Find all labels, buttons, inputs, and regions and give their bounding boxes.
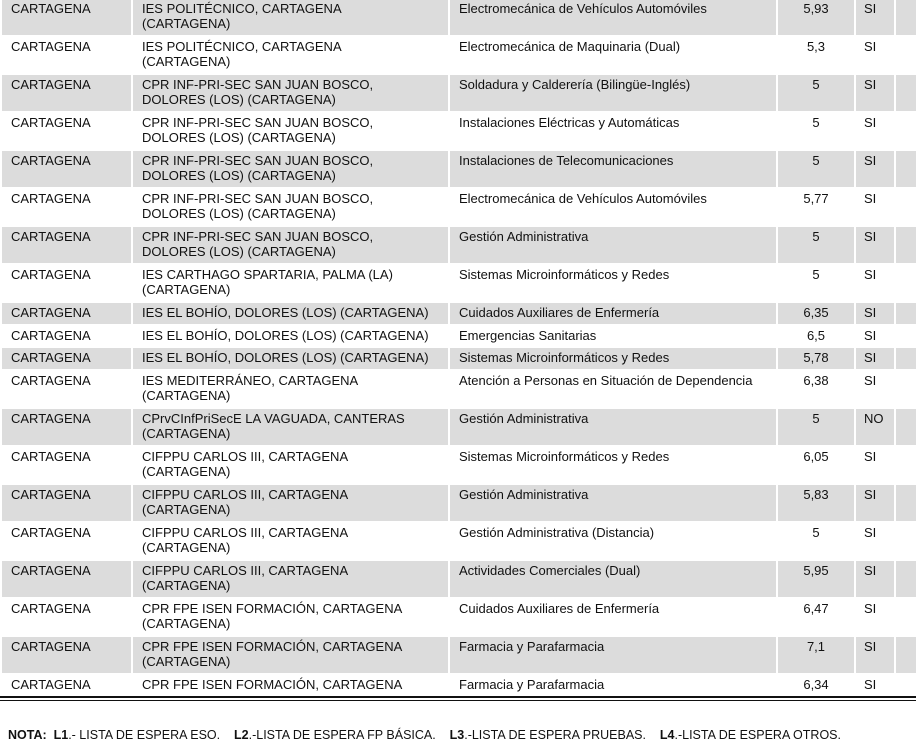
table-row <box>2 113 916 149</box>
estado-cell: SI <box>856 485 894 521</box>
estado-cell: SI <box>856 227 894 263</box>
centro-cell: CIFPPU CARLOS III, CARTAGENA (CARTAGENA) <box>133 561 448 597</box>
municipio-cell: CARTAGENA <box>2 303 131 324</box>
table-row <box>2 0 916 35</box>
extra-cell <box>896 75 916 111</box>
nota-cell: 5 <box>778 113 854 149</box>
extra-cell <box>896 675 916 692</box>
ciclo-cell: Instalaciones de Telecomunicaciones <box>450 151 776 187</box>
ciclo-cell: Sistemas Microinformáticos y Redes <box>450 447 776 483</box>
estado-cell: SI <box>856 113 894 149</box>
ciclo-cell: Emergencias Sanitarias <box>450 326 776 346</box>
estado-cell: NO <box>856 409 894 445</box>
nota-cell: 5 <box>778 409 854 445</box>
municipio-cell: CARTAGENA <box>2 113 131 149</box>
municipio-cell: CARTAGENA <box>2 75 131 111</box>
estado-cell: SI <box>856 303 894 324</box>
table-row <box>2 599 916 635</box>
note-item-l3: L3.-LISTA DE ESPERA PRUEBAS. <box>449 728 646 742</box>
estado-cell: SI <box>856 75 894 111</box>
centro-cell: CPR INF-PRI-SEC SAN JUAN BOSCO, DOLORES (LOS) (CARTAGENA) <box>133 113 448 149</box>
nota-cell: 6,35 <box>778 303 854 324</box>
table-row <box>2 348 916 369</box>
extra-cell <box>896 523 916 559</box>
ciclo-cell: Gestión Administrativa <box>450 485 776 521</box>
extra-cell <box>896 561 916 597</box>
extra-cell <box>896 113 916 149</box>
centro-cell: CPR INF-PRI-SEC SAN JUAN BOSCO, DOLORES (LOS) (CARTAGENA) <box>133 151 448 187</box>
extra-cell <box>896 326 916 346</box>
centro-cell: CPrvCInfPriSecE LA VAGUADA, CANTERAS (CARTAGENA) <box>133 409 448 445</box>
municipio-cell: CARTAGENA <box>2 189 131 225</box>
estado-cell: SI <box>856 447 894 483</box>
nota-cell: 5 <box>778 227 854 263</box>
extra-cell <box>896 599 916 635</box>
estado-cell: SI <box>856 37 894 73</box>
nota-cell: 6,5 <box>778 326 854 346</box>
estado-cell: SI <box>856 637 894 673</box>
extra-cell <box>896 265 916 301</box>
nota-cell: 5 <box>778 151 854 187</box>
municipio-cell: CARTAGENA <box>2 227 131 263</box>
nota-cell: 5,78 <box>778 348 854 369</box>
nota-cell: 5,93 <box>778 0 854 35</box>
note-item-l4: L4.-LISTA DE ESPERA OTROS. <box>659 728 841 742</box>
centro-cell: IES CARTHAGO SPARTARIA, PALMA (LA) (CARTAGENA) <box>133 265 448 301</box>
estado-cell: SI <box>856 371 894 407</box>
nota-cell: 5 <box>778 523 854 559</box>
municipio-cell: CARTAGENA <box>2 265 131 301</box>
centro-cell: IES EL BOHÍO, DOLORES (LOS) (CARTAGENA) <box>133 348 448 369</box>
municipio-cell: CARTAGENA <box>2 0 131 35</box>
estado-cell: SI <box>856 348 894 369</box>
extra-cell <box>896 409 916 445</box>
estado-cell: SI <box>856 599 894 635</box>
table-row <box>2 189 916 225</box>
extra-cell <box>896 0 916 35</box>
nota-cell: 5,95 <box>778 561 854 597</box>
municipio-cell: CARTAGENA <box>2 675 131 692</box>
extra-cell <box>896 371 916 407</box>
table-row <box>2 371 916 407</box>
footnote <box>8 728 841 742</box>
centro-cell: IES POLITÉCNICO, CARTAGENA (CARTAGENA) <box>133 37 448 73</box>
municipio-cell: CARTAGENA <box>2 371 131 407</box>
centro-cell: CPR INF-PRI-SEC SAN JUAN BOSCO, DOLORES (LOS) (CARTAGENA) <box>133 227 448 263</box>
municipio-cell: CARTAGENA <box>2 348 131 369</box>
nota-cell: 7,1 <box>778 637 854 673</box>
extra-cell <box>896 189 916 225</box>
municipio-cell: CARTAGENA <box>2 326 131 346</box>
centro-cell: CPR INF-PRI-SEC SAN JUAN BOSCO, DOLORES (LOS) (CARTAGENA) <box>133 189 448 225</box>
centro-cell: IES EL BOHÍO, DOLORES (LOS) (CARTAGENA) <box>133 326 448 346</box>
centro-cell: CIFPPU CARLOS III, CARTAGENA (CARTAGENA) <box>133 523 448 559</box>
note-item-l2: L2.-LISTA DE ESPERA FP BÁSICA. <box>234 728 436 742</box>
table-bottom-rule <box>0 696 916 701</box>
table-row <box>2 265 916 301</box>
ciclo-cell: Soldadura y Calderería (Bilingüe-Inglés) <box>450 75 776 111</box>
table-row <box>2 447 916 483</box>
centro-cell: CPR FPE ISEN FORMACIÓN, CARTAGENA (CARTAGENA) <box>133 637 448 673</box>
municipio-cell: CARTAGENA <box>2 485 131 521</box>
table-row <box>2 637 916 673</box>
ciclo-cell: Gestión Administrativa <box>450 409 776 445</box>
table-row <box>2 151 916 187</box>
centro-cell: IES EL BOHÍO, DOLORES (LOS) (CARTAGENA) <box>133 303 448 324</box>
ciclo-cell: Cuidados Auxiliares de Enfermería <box>450 303 776 324</box>
table-row <box>2 561 916 597</box>
estado-cell: SI <box>856 523 894 559</box>
table-row <box>2 227 916 263</box>
nota-cell: 5 <box>778 75 854 111</box>
ciclo-cell: Electromecánica de Vehículos Automóviles <box>450 0 776 35</box>
table-row <box>2 326 916 346</box>
nota-cell: 6,05 <box>778 447 854 483</box>
nota-cell: 5,83 <box>778 485 854 521</box>
nota-cell: 6,47 <box>778 599 854 635</box>
municipio-cell: CARTAGENA <box>2 409 131 445</box>
extra-cell <box>896 151 916 187</box>
extra-cell <box>896 303 916 324</box>
estado-cell: SI <box>856 0 894 35</box>
ciclo-cell: Gestión Administrativa <box>450 227 776 263</box>
centro-cell: CPR FPE ISEN FORMACIÓN, CARTAGENA (CARTAGENA) <box>133 599 448 635</box>
table-row <box>2 75 916 111</box>
ciclo-cell: Sistemas Microinformáticos y Redes <box>450 265 776 301</box>
nota-cell: 5 <box>778 265 854 301</box>
table-row <box>2 485 916 521</box>
estado-cell: SI <box>856 326 894 346</box>
estado-cell: SI <box>856 265 894 301</box>
estado-cell: SI <box>856 675 894 692</box>
municipio-cell: CARTAGENA <box>2 637 131 673</box>
extra-cell <box>896 485 916 521</box>
nota-cell: 6,38 <box>778 371 854 407</box>
municipio-cell: CARTAGENA <box>2 447 131 483</box>
note-label: NOTA: <box>8 728 47 742</box>
nota-cell: 6,34 <box>778 675 854 692</box>
ciclo-cell: Atención a Personas en Situación de Dependencia <box>450 371 776 407</box>
estado-cell: SI <box>856 151 894 187</box>
municipio-cell: CARTAGENA <box>2 151 131 187</box>
extra-cell <box>896 637 916 673</box>
ciclo-cell: Farmacia y Parafarmacia <box>450 675 776 692</box>
nota-cell: 5,77 <box>778 189 854 225</box>
ciclo-cell: Electromecánica de Maquinaria (Dual) <box>450 37 776 73</box>
table-row <box>2 409 916 445</box>
extra-cell <box>896 348 916 369</box>
estado-cell: SI <box>856 561 894 597</box>
table-row <box>2 37 916 73</box>
centro-cell: CIFPPU CARLOS III, CARTAGENA (CARTAGENA) <box>133 485 448 521</box>
municipio-cell: CARTAGENA <box>2 599 131 635</box>
centro-cell: CPR FPE ISEN FORMACIÓN, CARTAGENA <box>133 675 448 692</box>
municipio-cell: CARTAGENA <box>2 37 131 73</box>
centro-cell: IES POLITÉCNICO, CARTAGENA (CARTAGENA) <box>133 0 448 35</box>
ciclo-cell: Gestión Administrativa (Distancia) <box>450 523 776 559</box>
municipio-cell: CARTAGENA <box>2 561 131 597</box>
estado-cell: SI <box>856 189 894 225</box>
nota-cell: 5,3 <box>778 37 854 73</box>
ciclo-cell: Sistemas Microinformáticos y Redes <box>450 348 776 369</box>
ciclo-cell: Instalaciones Eléctricas y Automáticas <box>450 113 776 149</box>
municipio-cell: CARTAGENA <box>2 523 131 559</box>
extra-cell <box>896 227 916 263</box>
extra-cell <box>896 447 916 483</box>
centro-cell: CPR INF-PRI-SEC SAN JUAN BOSCO, DOLORES (LOS) (CARTAGENA) <box>133 75 448 111</box>
extra-cell <box>896 37 916 73</box>
centro-cell: IES MEDITERRÁNEO, CARTAGENA (CARTAGENA) <box>133 371 448 407</box>
ciclo-cell: Farmacia y Parafarmacia <box>450 637 776 673</box>
ciclo-cell: Electromecánica de Vehículos Automóviles <box>450 189 776 225</box>
table-row <box>2 675 916 692</box>
ciclo-cell: Actividades Comerciales (Dual) <box>450 561 776 597</box>
ciclo-cell: Cuidados Auxiliares de Enfermería <box>450 599 776 635</box>
note-item-l1: L1.- LISTA DE ESPERA ESO. <box>53 728 221 742</box>
table-row <box>2 523 916 559</box>
table-row <box>2 303 916 324</box>
centro-cell: CIFPPU CARLOS III, CARTAGENA (CARTAGENA) <box>133 447 448 483</box>
